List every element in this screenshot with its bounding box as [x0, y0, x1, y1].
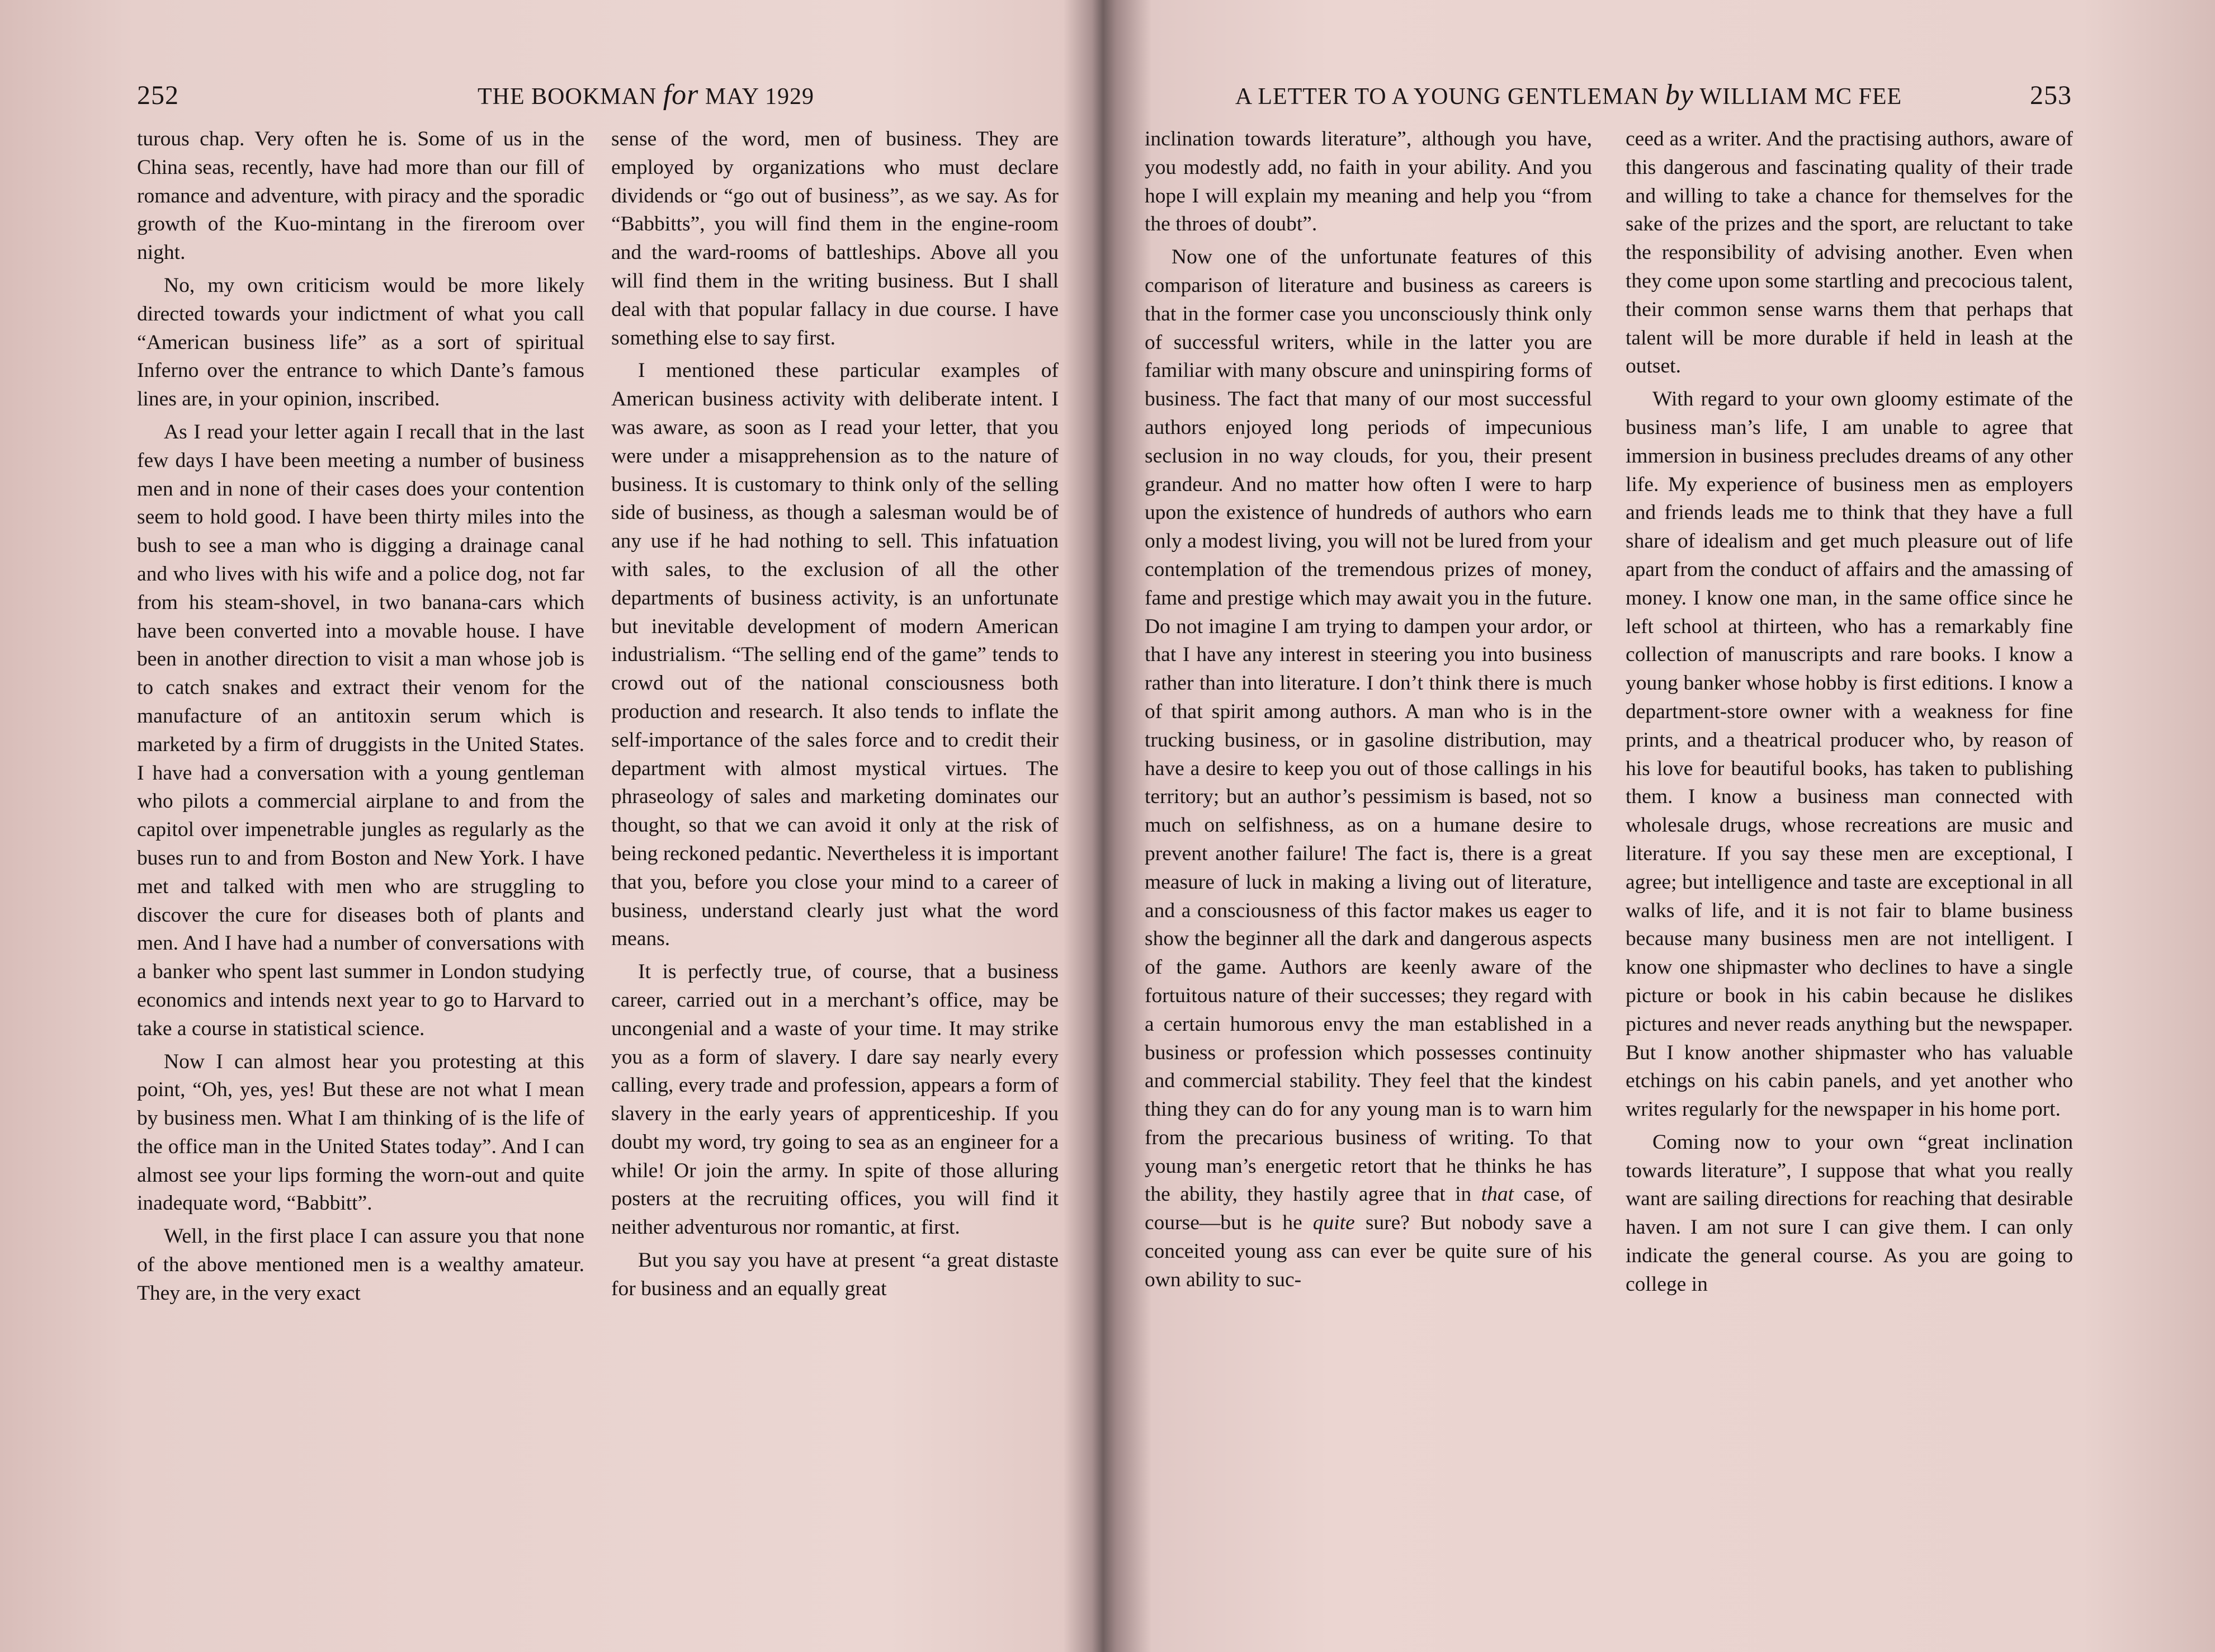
paragraph: Well, in the first place I can assure you that none of the above mentioned men is a wealthy amateur. They are, in the very exact: [137, 1225, 584, 1305]
left-page: [0, 0, 1096, 1652]
italic-word: quite: [1312, 1211, 1355, 1235]
paragraph-text: sure? But nobody save a conceited young ass can ever be quite sure of his own ability to suc-: [1145, 1211, 1593, 1291]
issue-date: MAY 1929: [705, 84, 814, 110]
running-head: [1141, 78, 2030, 111]
right-column-1: [1145, 125, 1592, 1299]
paragraph: Now I can almost hear you protesting at this point, “Oh, yes, yes! But these are not what I mean by business men. What I am thinking of is the life of the office man in the United States today”. And I can almost see your lips forming the worn-out and quite inadequate word, “Babbitt”.: [137, 1050, 584, 1215]
left-column-1: [137, 125, 584, 1313]
paragraph: sense of the word, men of business. They are employed by organizations who must declare dividends or “go out of business”, as we say. As for “Babbitts”, you will find them in the engine-room and the ward-rooms of battleships. Above all you will find them in the writing business. But I shall deal with that popular fallacy in due course. I have something else to say first.: [611, 128, 1059, 350]
paragraph: Coming now to your own “great inclination towards literature”, I suppose that what you really want are sailing directions for reaching that desirable haven. I am not sure I can give them. I can only indicate the general course. As you are going to college in: [1626, 1130, 2073, 1296]
left-column-2: [611, 125, 1059, 1308]
paragraph-text: case, of course—but is he: [1145, 1183, 1593, 1235]
running-head-for: for: [663, 79, 699, 111]
running-head-by: by: [1665, 79, 1694, 111]
article-title: A LETTER TO A YOUNG GENTLEMAN: [1235, 84, 1659, 110]
right-page: [1113, 0, 2215, 1652]
page-number: 253: [2030, 81, 2072, 110]
paragraph: With regard to your own gloomy estimate of the business man’s life, I am unable to agree that immersion in business precludes dreams of any other life. My experience of business men as employers and friends leads me to think that they have a full share of idealism and get much pleasure out of life apart from the conduct of affairs and the amassing of money. I know one man, in the same office since he left school at thirteen, who has a remarkably fine collection of manuscripts and rare books. I know a young banker whose hobby is first editions. I know a department-store owner with a weakness for fine prints, and a theatrical producer who, by reason of his love for beautiful books, has taken to publishing them. I know a business man connected with wholesale drugs, whose recreations are music and literature. If you say these men are exceptional, I agree; but intelligence and taste are exceptional in all walks of life, and it is not fair to blame business because many business men are not intelligent. I know one shipmaster who declines to have a single picture or book in his cabin because he dislikes pictures and never reads anything but the newspaper. But I know another shipmaster who has valuable etchings on his cabin panels, and yet another who writes regularly for the newspaper in his home port.: [1626, 388, 2073, 1121]
paragraph-text: Now one of the unfortunate features of this comparison of literature and business as careers is that in the former case you unconsciously think only of successful writers, while in the latter you are familiar with many obscure and uninspiring forms of business. The fact that many of our most successful authors enjoyed long periods of impecunious seclusion in no way clouds, for you, their present grandeur. And no matter how often I were to harp upon the existence of hundreds of authors who earn only a modest living, you will not be lured from your contemplation of the tremendous prizes of money, fame and prestige which may await you in the future. Do not imagine I am trying to dampen your ardor, or that I have any interest in steering you into business rather than into literature. I don’t think there is much of that spirit among authors. A man who is in the trucking business, or in gasoline distribution, may have a desire to keep you out of those callings in his territory; but an author’s pessimism is based, not so much on selfishness, as on a humane desire to prevent another failure! The fact is, there is a great measure of luck in making a living out of literature, and a consciousness of this factor makes us eager to show the beginner all the dark and dangerous aspects of the game. Authors are keenly aware of the fortuitous nature of their successes; they regard with a certain humorous envy the man established in a business or profession which possesses continuity and commercial stability. They feel that the kindest thing they can do for any young man is to warn him from the precarious business of writing. To that young man’s energetic retort that he thinks he has the ability, they hastily agree that in: [1145, 246, 1592, 1206]
paragraph: As I read your letter again I recall that in the last few days I have been meeting a number of business men and in none of their cases does your contention seem to hold good. I have been thirty miles into the bush to see a man who is digging a drainage canal and who lives with his wife and a police dog, not far from his steam-shovel, in two banana-cars which have been converted into a movable house. I have been in another direction to visit a man whose job is to catch snakes and extract their venom for the manufacture of an antitoxin serum which is marketed by a firm of druggists in the United States. I have had a conversation with a young gentleman who pilots a commercial airplane to and from the capitol over impenetrable jungles as regularly as the buses run to and from Boston and New York. I have met and talked with men who are struggling to discover the cure for diseases both of plants and men. And I have had a number of conversations with a banker who spent last summer in London studying economics and intends next year to go to Harvard to take a course in statistical science.: [137, 420, 584, 1040]
right-column-2: [1626, 125, 2073, 1304]
right-page-header: [1141, 78, 2072, 117]
magazine-title: THE BOOKMAN: [478, 84, 657, 110]
author-name: WILLIAM MC FEE: [1699, 84, 1902, 110]
paragraph: turous chap. Very often he is. Some of us in the China seas, recently, have had more than our fill of romance and adventure, with piracy and the sporadic growth of the Kuo-mintang in the fireroom over night.: [137, 128, 584, 265]
paragraph: ceed as a writer. And the practising authors, aware of this dangerous and fascinating quality of their trade and willing to take a chance for themselves for the sake of the prizes and the sport, are reluctant to take the responsibility of advising another. Even when they come upon some startling and precocious talent, their common sense warns them that perhaps that talent will be more durable if held in leash at the outset.: [1626, 128, 2073, 378]
paragraph: inclination towards literature”, although you have, you modestly add, no faith in your ability. And you hope I will explain my meaning and help you “from the throes of doubt”.: [1145, 128, 1592, 236]
page-number: 252: [137, 81, 179, 110]
paragraph: It is perfectly true, of course, that a business career, carried out in a merchant’s office, may be uncongenial and a waste of your time. It may strike you as a form of slavery. I dare say nearly every calling, every trade and profession, appears a form of slavery in the early years of apprenticeship. If you doubt my word, try going to sea as an engineer for a while! Or join the army. In spite of those alluring posters at the recruiting offices, you will find it neither adventurous nor romantic, at first.: [611, 960, 1059, 1239]
paragraph: No, my own criticism would be more likely directed towards your indictment of what you call “American business life” as a sort of spiritual Inferno over the entrance to which Dante’s famous lines are, in your opinion, inscribed.: [137, 273, 584, 411]
running-head: [179, 78, 1068, 111]
paragraph: I mentioned these particular examples of American business activity with deliberate intent. I was aware, as soon as I read your letter, that you were under a misapprehension as to the nature of business. It is customary to think only of the selling side of business, as though a salesman would be of any use if he had nothing to sell. This infatuation with sales, to the exclusion of all the other departments of business activity, is an unfortunate but inevitable development of modern American industrialism. “The selling end of the game” tends to crowd out of the national consciousness both production and research. It also tends to inflate the self-importance of the sales force and to credit their department with almost mystical virtues. The phraseology of sales and marketing dominates our thought, so that we can avoid it only at the risk of being reckoned pedantic. Nevertheless it is important that you, before you close your mind to a career of business, understand clearly just what the word means.: [611, 359, 1059, 951]
paragraph: [1145, 243, 1592, 1294]
paragraph: But you say you have at present “a great distaste for business and an equally great: [611, 1249, 1059, 1300]
italic-word: that: [1481, 1183, 1514, 1206]
left-page-header: [137, 78, 1068, 117]
